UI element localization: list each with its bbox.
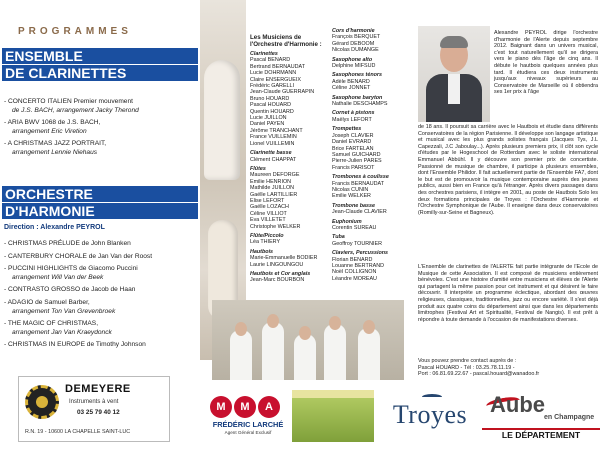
- ensemble-heading-line2: DE CLARINETTES: [2, 65, 198, 81]
- musician-names: Marie-Emmanuelle BODIER Laurie LINGOUNGOU: [250, 255, 318, 268]
- musician-names: Maëlys LEFORT: [332, 116, 372, 123]
- musician-group: [332, 203, 406, 216]
- musician-group-name: Trombone basse: [332, 202, 376, 209]
- musician-group-name: Trompettes: [332, 126, 362, 133]
- sponsor-logos: [200, 390, 600, 454]
- musician-group-name: Flûtes: [250, 165, 266, 172]
- programme-column: [0, 0, 200, 462]
- programme-item: [4, 299, 200, 316]
- musician-group-name: Trombones à coulisse: [332, 174, 389, 181]
- programmes-title: PROGRAMMES: [18, 26, 132, 37]
- musician-group: [332, 72, 406, 91]
- musician-names: Florian BENARD Louanne BERTRAND Noël COLLIGNON Léandre MOREAU: [332, 256, 385, 282]
- contact-line: Vous pouvez prendre contact auprès de :: [418, 358, 517, 364]
- programme-item-arrangement: arrangement Lennie Niehaus: [12, 148, 98, 156]
- musician-group-name: Hautbois: [250, 248, 274, 255]
- musician-group: [332, 28, 406, 54]
- demeyere-subtitle: Instruments à vent: [69, 399, 119, 405]
- green-sponsor-logo: [292, 390, 374, 442]
- programme-item-title: - THE MAGIC OF CHRISTMAS,: [4, 320, 99, 328]
- demeyere-advert: [18, 376, 170, 442]
- programme-item-arrangement: arrangement Ton Van Grevenbroek: [12, 307, 116, 315]
- aube-departement: LE DÉPARTEMENT: [482, 428, 600, 441]
- bio-text: de 18 ans. Il poursuit sa carrière avec le Hautbois et étudie dans différents Conservatoires de la région Parisienne. Il développe son langage artistique et musical avec les plus grands solistes français (Jacques Tys, J.L Capezzali, J.C Jaboulay...). Après plusieurs premiers prix, il clôt son cycle d'études par le Hogeschool de Rotterdam avec le soliste international Emmanuel Abbühl. Il y découvre son premier prix de concertiste. Passionné de musique de chambre, il participe à plusieurs ensembles, dont l'Ensemble Philidor. Il fait actuellement partie de l'Ensemble FA7, dont le but est de promouvoir la musique contemporaine auprès des jeunes publics, aussi bien en France qu'à l'étranger. Après divers passages dans des orchestres parisiens, il intègre en 2001, au poste de Hautbois Solo les deux formations principales de Troyes : l'Orchestre d'Harmonie et l'Orchestre Symphonique de l'Aube. Il enseigne dans deux conservatoires (Romilly-sur-Seine et Bagneux).: [418, 124, 598, 216]
- ensemble-heading: [2, 48, 198, 82]
- musician-group: [332, 57, 406, 70]
- programme-item-title: - CANTERBURY CHORALE de Jan Van der Roost: [4, 252, 153, 260]
- programme-item-title: - A CHRISTMAS JAZZ PORTRAIT,: [4, 140, 107, 148]
- musician-names: Joseph CLAVIER Daniel EVRARD Brice FARTELAN Samuel GUICHARD Pierre-Julien PARES Francis PARISOT: [332, 132, 382, 171]
- musician-names: Léa THIERY: [250, 239, 281, 246]
- musician-names: Francis BERNAUDAT Nicolas CUNIN Emilie WELKER: [332, 180, 385, 200]
- ensemble-description: L'Ensemble de clarinettes de l'ALERTE fait partie intégrante de l'Ecole de Musique de cette Association. Il est composé de musiciens entièrement bénévoles. C'est une histoire d'amitié entre musiciens et élèves de l'Alerte qui partagent la même passion pour cet instrument et qui désirent le faire découvrir. Il interprète un programme éclectique, abordant des œuvres religieuses, classiques, traditionnelles, jazz ou encore variété. Il s'est déjà produit aux quatre coins du département ainsi que dans les départements limitrophes (Festival Art et Spiritualité, Festival de Nangis). Il est prêt à répondre à toute demande à l'occasion de manifestations diverses.: [418, 264, 598, 323]
- programme-item-arrangement: arrangement Will Van der Beek: [12, 273, 104, 281]
- musician-group: [332, 219, 406, 232]
- programme-item: [4, 240, 200, 249]
- programme-item: [4, 253, 200, 262]
- aube-logo: [482, 390, 600, 442]
- musician-group: [250, 233, 324, 246]
- musician-names: Geoffroy TOURNIER: [332, 240, 383, 247]
- mma-agent-name: FRÉDÉRIC LARCHÉ: [212, 420, 284, 429]
- programme-item: [4, 98, 200, 115]
- demeyere-phone: 03 25 79 40 12: [77, 409, 120, 416]
- orchestre-heading: [2, 186, 198, 220]
- programme-item: [4, 286, 200, 295]
- musician-group-name: Saxophone alto: [332, 56, 373, 63]
- musician-names: Corentin SUREAU: [332, 224, 377, 231]
- musician-group: [332, 95, 406, 108]
- programme-item: [4, 140, 200, 157]
- mma-agent-sub: Agent Général Exclusif: [224, 430, 272, 435]
- programme-item-title: - ADAGIO de Samuel Barber,: [4, 298, 90, 306]
- programme-item: [4, 341, 200, 350]
- gear-logo-icon: [25, 385, 59, 419]
- musician-names: François BERQUET Gérard DEBOOM Nicolas DUMANGE: [332, 34, 381, 54]
- clarinet-ensemble-photo: [212, 300, 404, 380]
- musician-group-name: Claviers, Percussions: [332, 250, 389, 257]
- direction-label: Direction : Alexandre PEYROL: [4, 224, 105, 231]
- programme-item-arrangement: arrangement Jan Van Kraeydonck: [12, 328, 112, 336]
- musician-group: [250, 51, 324, 147]
- musician-group: [250, 249, 324, 268]
- musician-group-name: Cors d'harmonie: [332, 28, 375, 34]
- musician-group-name: Clarinette basse: [250, 150, 292, 157]
- musician-group: [332, 234, 406, 247]
- musicians-list-right: [332, 28, 406, 285]
- musician-names: Adèle BENARD Céline JONNET: [332, 78, 371, 92]
- musician-group-name: Euphonium: [332, 218, 362, 225]
- demeyere-name: DEMEYERE: [65, 383, 131, 395]
- aube-wordmark: Aube: [490, 392, 545, 417]
- programme-item-arrangement: de J.S. BACH, arrangement Jacky Therond: [12, 106, 139, 114]
- musician-names: Delphine MIFSUD: [332, 63, 376, 70]
- contact-line: Port : 06.81.69.22.67 - pascal.houard@wanadoo.fr: [418, 371, 540, 378]
- programme-item-title: - CHRISTMAS IN EUROPE de Timothy Johnson: [4, 341, 146, 349]
- musician-group-name: Saxophone baryton: [332, 94, 383, 101]
- musician-group-name: Flûte/Piccolo: [250, 232, 284, 239]
- orchestre-programme-list: [4, 240, 200, 354]
- troyes-logo: [376, 390, 480, 442]
- musicians-list-left: [250, 34, 324, 287]
- troyes-wordmark: Troyes: [392, 400, 468, 429]
- orchestre-heading-line1: ORCHESTRE: [2, 186, 198, 202]
- musician-names: Nathalie DESCHAMPS: [332, 101, 388, 108]
- demeyere-address: R.N. 19 - 10600 LA CHAPELLE SAINT-LUC: [25, 429, 131, 435]
- musician-names: Clément CHAPPAT: [250, 156, 297, 163]
- musician-group: [332, 110, 406, 123]
- programme-item-title: - CONTRASTO GROSSO de Jacob de Haan: [4, 286, 136, 294]
- bio-intro: Alexandre PEYROL dirige l'orchestre d'harmonie de l'Alerte depuis septembre 2012. Baignant dans un univers musical, c'est tout naturellement qu'il se dirigera vers le piano dès l'âge de cinq ans. Il débute le hautbois quelques années plus tard. Il étudiera ces deux instruments jusqu'aux niveaux supérieurs au Conservatoire de Marseille où il obtiendra ses 1er prix à l'âge: [494, 30, 598, 96]
- mma-letter: M: [234, 396, 256, 418]
- musician-names: Pascal BENARD Bertrand BERNAUDAT Lucie DOHRMANN Claire ENSERGUEIX Frédéric GARELLI Jean-Claude GUERRAPIN Bruno HOUARD Pascal HOUARD Quentin HOUARD Lucie JUILLON Daniel PAYEN Jérôme TRANCHANT France VUILLEMIN Lionel VUILLEMIN: [250, 57, 315, 147]
- mma-logo: [202, 390, 290, 442]
- conductor-portrait: [418, 26, 490, 122]
- programme-item-title: - PUCCINI HIGHLIGHTS de Giacomo Puccini: [4, 265, 138, 273]
- programme-item: [4, 119, 200, 136]
- mma-letter: A: [258, 396, 280, 418]
- musician-group: [250, 166, 324, 230]
- musician-group: [250, 150, 324, 163]
- musician-group-name: Hautbois et Cor anglais: [250, 271, 311, 277]
- musician-names: Jean-Marc BOURBON: [250, 277, 305, 284]
- musician-group-name: Tuba: [332, 234, 345, 241]
- musicians-title: Les Musiciens de l'Orchestre d'Harmonie :: [250, 34, 322, 48]
- clarinettes-programme-list: [4, 98, 200, 162]
- programme-item-arrangement: arrangement Eric Viretion: [12, 127, 87, 135]
- contact-line: Pascal HOUARD - Tél : 03.25.78.11.19 -: [418, 364, 515, 371]
- musician-names: Jean-Claude CLAVIER: [332, 209, 387, 216]
- musician-group: [332, 174, 406, 200]
- mma-letter: M: [210, 396, 232, 418]
- programme-item: [4, 320, 200, 337]
- programme-item-title: - CONCERTO ITALIEN Premier mouvement: [4, 98, 133, 105]
- musician-group: [250, 271, 324, 284]
- musician-group: [332, 126, 406, 171]
- programme-item: [4, 265, 200, 282]
- contact-block: [418, 358, 598, 378]
- musician-group: [332, 250, 406, 282]
- musician-group-name: Cornet à pistons: [332, 110, 375, 117]
- aube-subtitle: en Champagne: [544, 414, 595, 421]
- ensemble-heading-line1: ENSEMBLE: [2, 48, 198, 64]
- orchestre-heading-line2: D'HARMONIE: [2, 203, 198, 219]
- musician-group-name: Clarinettes: [250, 51, 278, 57]
- musician-group-name: Saxophones ténors: [332, 72, 383, 79]
- musician-names: Maureen DEFORGE Emilie HENRION Mathilde JUILLON Gaëlle LARTILLIER Elise LEFORT Gaëlle LOZACH Céline VILLIOT Eva VILLETET Christophe WELKER: [250, 172, 301, 230]
- programme-item-title: - ARIA BWV 1068 de J.S. BACH,: [4, 119, 101, 127]
- programme-item-title: - CHRISTMAS PRÉLUDE de John Blanken: [4, 240, 131, 247]
